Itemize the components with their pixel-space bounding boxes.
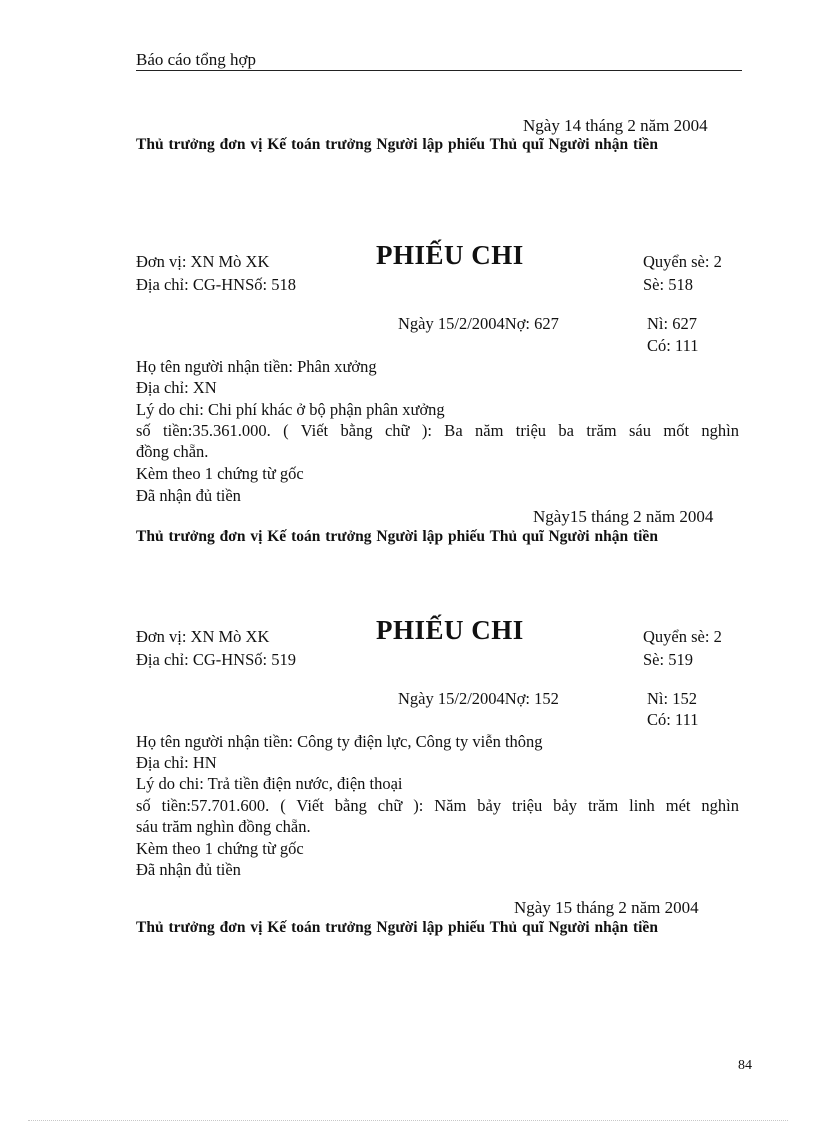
- report-header-title: Báo cáo tổng hợp: [136, 50, 256, 69]
- amount-line-continued: sáu trăm nghìn đồng chẵn.: [136, 817, 311, 836]
- top-date-line: Ngày 14 tháng 2 năm 2004: [523, 116, 708, 135]
- recipient-name: Họ tên người nhận tiền: Phân xưởng: [136, 357, 377, 376]
- recipient-address: Địa chỉ: XN: [136, 378, 217, 397]
- page-number: 84: [738, 1058, 752, 1073]
- signature-date: Ngày 15 tháng 2 năm 2004: [514, 898, 699, 917]
- credit-account: Có: 111: [647, 710, 699, 729]
- recipient-address: Địa chỉ: HN: [136, 753, 217, 772]
- recipient-name: Họ tên người nhận tiền: Công ty điện lực, Công ty viễn thông: [136, 732, 543, 751]
- amount-line-continued: đồng chẵn.: [136, 442, 209, 461]
- unit-label: Đơn vị: XN Mò XK: [136, 627, 270, 646]
- date-debit-account: Ngày 15/2/2004Nợ: 627: [398, 314, 559, 333]
- received-note: Đã nhận đủ tiền: [136, 860, 241, 879]
- voucher-title: PHIẾU CHI: [376, 615, 524, 645]
- address-label: Địa chỉ: CG-HNSố: 519: [136, 650, 296, 669]
- book-number: Quyển sè: 2: [643, 627, 722, 646]
- book-number: Quyển sè: 2: [643, 252, 722, 271]
- amount-line: số tiền:35.361.000. ( Viết bằng chữ ): Ba năm triệu ba trăm sáu mốt nghìn: [136, 421, 739, 440]
- signature-date: Ngày15 tháng 2 năm 2004: [533, 507, 714, 526]
- top-signature-line: Thủ trưởng đơn vị Kế toán trưởng Người lập phiếu Thủ quĩ Người nhận tiền: [136, 136, 658, 153]
- debit-account: Nì: 152: [647, 689, 697, 708]
- signature-line: Thủ trưởng đơn vị Kế toán trưởng Người lập phiếu Thủ quĩ Người nhận tiền: [136, 919, 658, 936]
- serial-number: Sè: 519: [643, 650, 693, 669]
- debit-account: Nì: 627: [647, 314, 697, 333]
- payment-reason: Lý do chi: Trả tiền điện nước, điện thoại: [136, 774, 403, 793]
- attachments-note: Kèm theo 1 chứng từ gốc: [136, 464, 304, 483]
- address-label: Địa chỉ: CG-HNSố: 518: [136, 275, 296, 294]
- payment-reason: Lý do chi: Chi phí khác ở bộ phận phân xưởng: [136, 400, 445, 419]
- unit-label: Đơn vị: XN Mò XK: [136, 252, 270, 271]
- header-divider: [136, 70, 742, 71]
- amount-line: số tiền:57.701.600. ( Viết bằng chữ ): Năm bảy triệu bảy trăm linh mét nghìn: [136, 796, 739, 815]
- credit-account: Có: 111: [647, 336, 699, 355]
- received-note: Đã nhận đủ tiền: [136, 486, 241, 505]
- attachments-note: Kèm theo 1 chứng từ gốc: [136, 839, 304, 858]
- voucher-title: PHIẾU CHI: [376, 240, 524, 270]
- serial-number: Sè: 518: [643, 275, 693, 294]
- page-bottom-border: [28, 1120, 788, 1121]
- date-debit-account: Ngày 15/2/2004Nợ: 152: [398, 689, 559, 708]
- signature-line: Thủ trưởng đơn vị Kế toán trưởng Người lập phiếu Thủ quĩ Người nhận tiền: [136, 528, 658, 545]
